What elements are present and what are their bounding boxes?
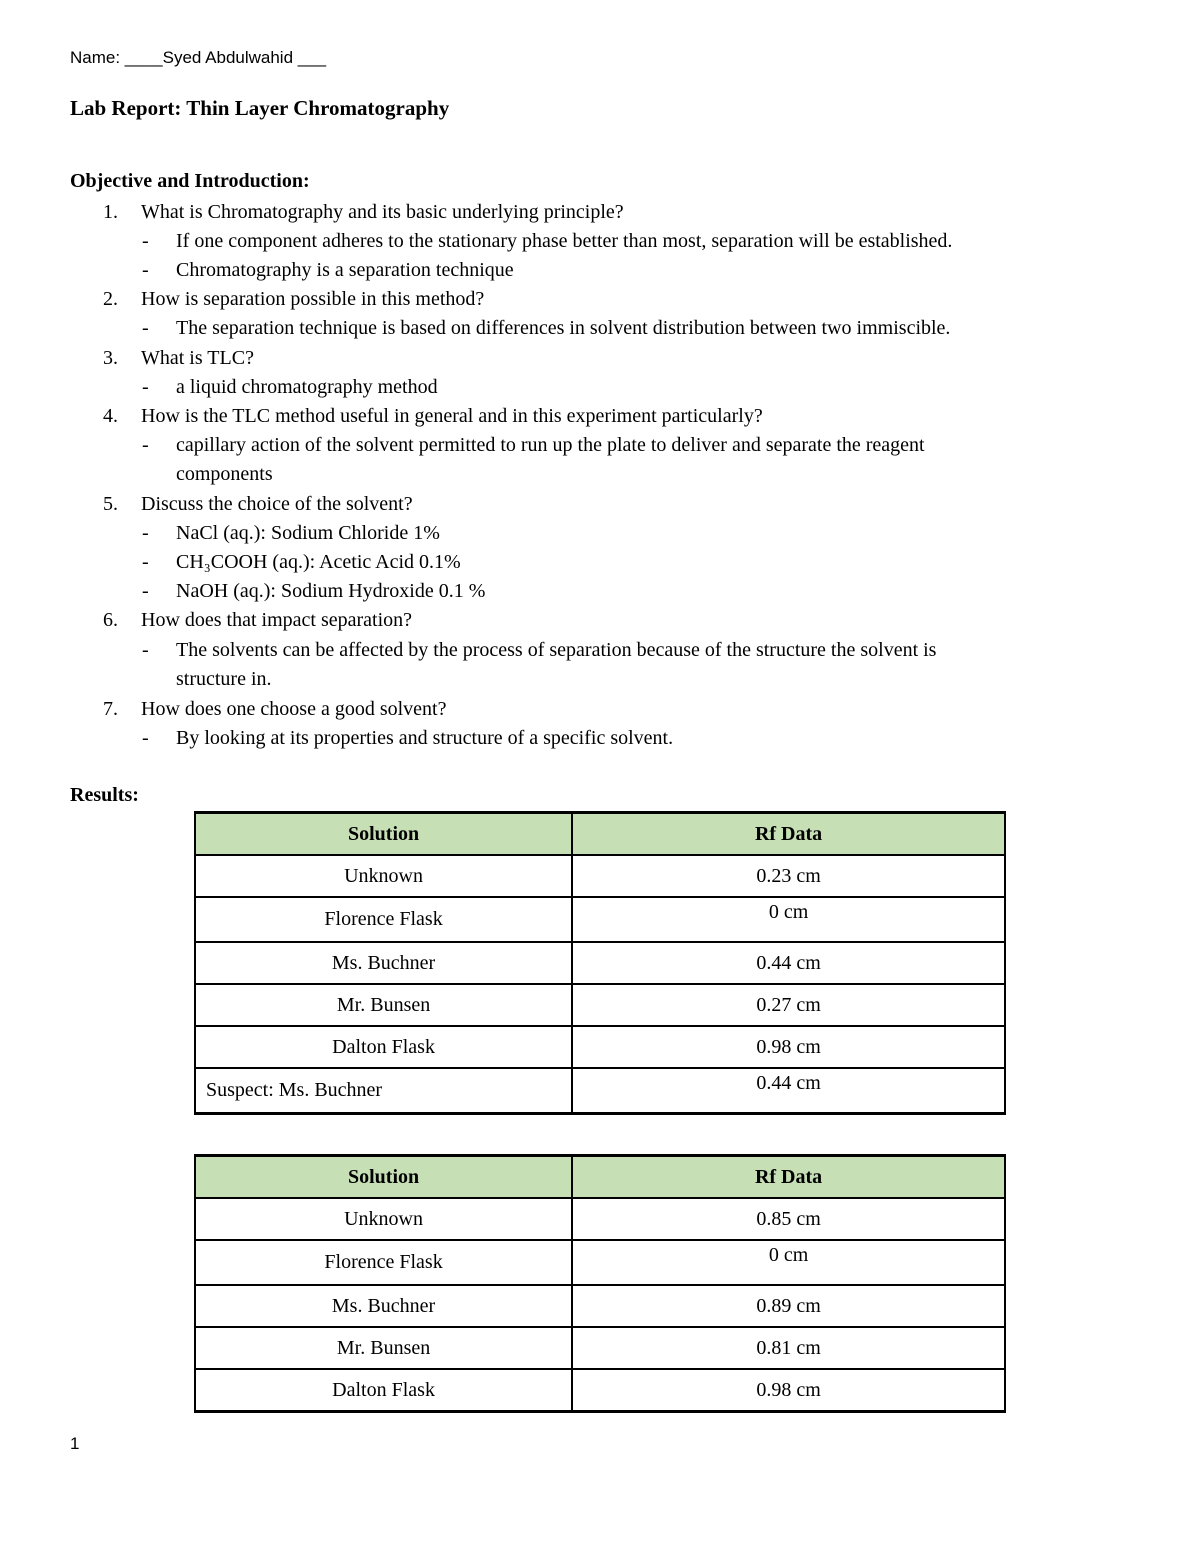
rf-cell: 0.44 cm (572, 942, 1005, 984)
dash-bullet: - (142, 551, 149, 573)
question-number: 5. (103, 493, 118, 515)
dash-bullet: - (142, 259, 149, 281)
rf-cell: 0.85 cm (572, 1198, 1005, 1240)
question-text: How is the TLC method useful in general and in this experiment particularly? (141, 405, 763, 427)
solution-cell: Dalton Flask (195, 1369, 572, 1412)
table-row (195, 855, 1005, 897)
rf-cell: 0 cm (572, 1240, 1005, 1285)
name-line: Name: ____Syed Abdulwahid ___ (70, 48, 327, 67)
solution-cell: Ms. Buchner (195, 942, 572, 984)
solution-cell: Mr. Bunsen (195, 984, 572, 1026)
solution-cell: Unknown (195, 1198, 572, 1240)
solution-cell: Dalton Flask (195, 1026, 572, 1068)
question-number: 7. (103, 698, 118, 720)
report-title: Lab Report: Thin Layer Chromatography (70, 96, 450, 120)
dash-bullet: - (142, 639, 149, 661)
table-row (195, 897, 1005, 942)
header-solution: Solution (195, 1156, 572, 1199)
dash-bullet: - (142, 522, 149, 544)
answer-text: a liquid chromatography method (176, 376, 438, 398)
dash-bullet: - (142, 727, 149, 749)
solution-cell: Unknown (195, 855, 572, 897)
table-row (195, 942, 1005, 984)
answer-text: NaCl (aq.): Sodium Chloride 1% (176, 522, 440, 544)
answer-text: structure in. (176, 668, 272, 690)
results-heading: Results: (70, 784, 139, 806)
solution-cell: Mr. Bunsen (195, 1327, 572, 1369)
question-number: 4. (103, 405, 118, 427)
solution-cell: Florence Flask (195, 897, 572, 942)
solution-cell: Ms. Buchner (195, 1285, 572, 1327)
dash-bullet: - (142, 317, 149, 339)
page-number: 1 (70, 1434, 80, 1453)
header-solution: Solution (195, 813, 572, 856)
question-text: What is Chromatography and its basic underlying principle? (141, 201, 624, 223)
answer-text: The solvents can be affected by the process of separation because of the structure the solvent is (176, 639, 937, 661)
table-row (195, 1026, 1005, 1068)
question-text: How does that impact separation? (141, 609, 413, 631)
header-rf-data: Rf Data (572, 1156, 1005, 1199)
rf-cell: 0.98 cm (572, 1026, 1005, 1068)
table-row (195, 1240, 1005, 1285)
question-number: 1. (103, 201, 118, 223)
rf-cell: 0.81 cm (572, 1327, 1005, 1369)
answer-text: components (176, 463, 273, 485)
table-row (195, 1198, 1005, 1240)
table-row (195, 1327, 1005, 1369)
answer-text: The separation technique is based on differences in solvent distribution between two immiscible. (176, 317, 951, 339)
dash-bullet: - (142, 580, 149, 602)
question-number: 2. (103, 288, 118, 310)
answer-text: If one component adheres to the stationary phase better than most, separation will be established. (176, 230, 953, 252)
solution-cell: Florence Flask (195, 1240, 572, 1285)
answer-text: Chromatography is a separation technique (176, 259, 514, 281)
table-row (195, 1068, 1005, 1114)
table-row (195, 1285, 1005, 1327)
question-text: What is TLC? (141, 347, 254, 369)
rf-cell: 0 cm (572, 897, 1005, 942)
question-text: How does one choose a good solvent? (141, 698, 447, 720)
question-number: 6. (103, 609, 118, 631)
table-row (195, 1369, 1005, 1412)
rf-cell: 0.44 cm (572, 1068, 1005, 1114)
table-header-row (195, 1156, 1005, 1199)
table-row (195, 984, 1005, 1026)
table-header-row (195, 813, 1005, 856)
rf-table-1 (194, 811, 1006, 1115)
objective-heading: Objective and Introduction: (70, 170, 310, 192)
question-text: How is separation possible in this method? (141, 288, 485, 310)
question-text: Discuss the choice of the solvent? (141, 493, 413, 515)
answer-text: NaOH (aq.): Sodium Hydroxide 0.1 % (176, 580, 486, 602)
question-number: 3. (103, 347, 118, 369)
answer-text: By looking at its properties and structure of a specific solvent. (176, 727, 674, 749)
answer-text: capillary action of the solvent permitted to run up the plate to deliver and separate the reagent (176, 434, 925, 456)
rf-cell: 0.98 cm (572, 1369, 1005, 1412)
dash-bullet: - (142, 230, 149, 252)
rf-cell: 0.27 cm (572, 984, 1005, 1026)
rf-cell: 0.89 cm (572, 1285, 1005, 1327)
rf-table-2 (194, 1154, 1006, 1413)
dash-bullet: - (142, 434, 149, 456)
answer-text: CH₃COOH (aq.): Acetic Acid 0.1% (176, 551, 461, 573)
rf-cell: 0.23 cm (572, 855, 1005, 897)
solution-cell: Suspect: Ms. Buchner (195, 1068, 572, 1114)
header-rf-data: Rf Data (572, 813, 1005, 856)
dash-bullet: - (142, 376, 149, 398)
